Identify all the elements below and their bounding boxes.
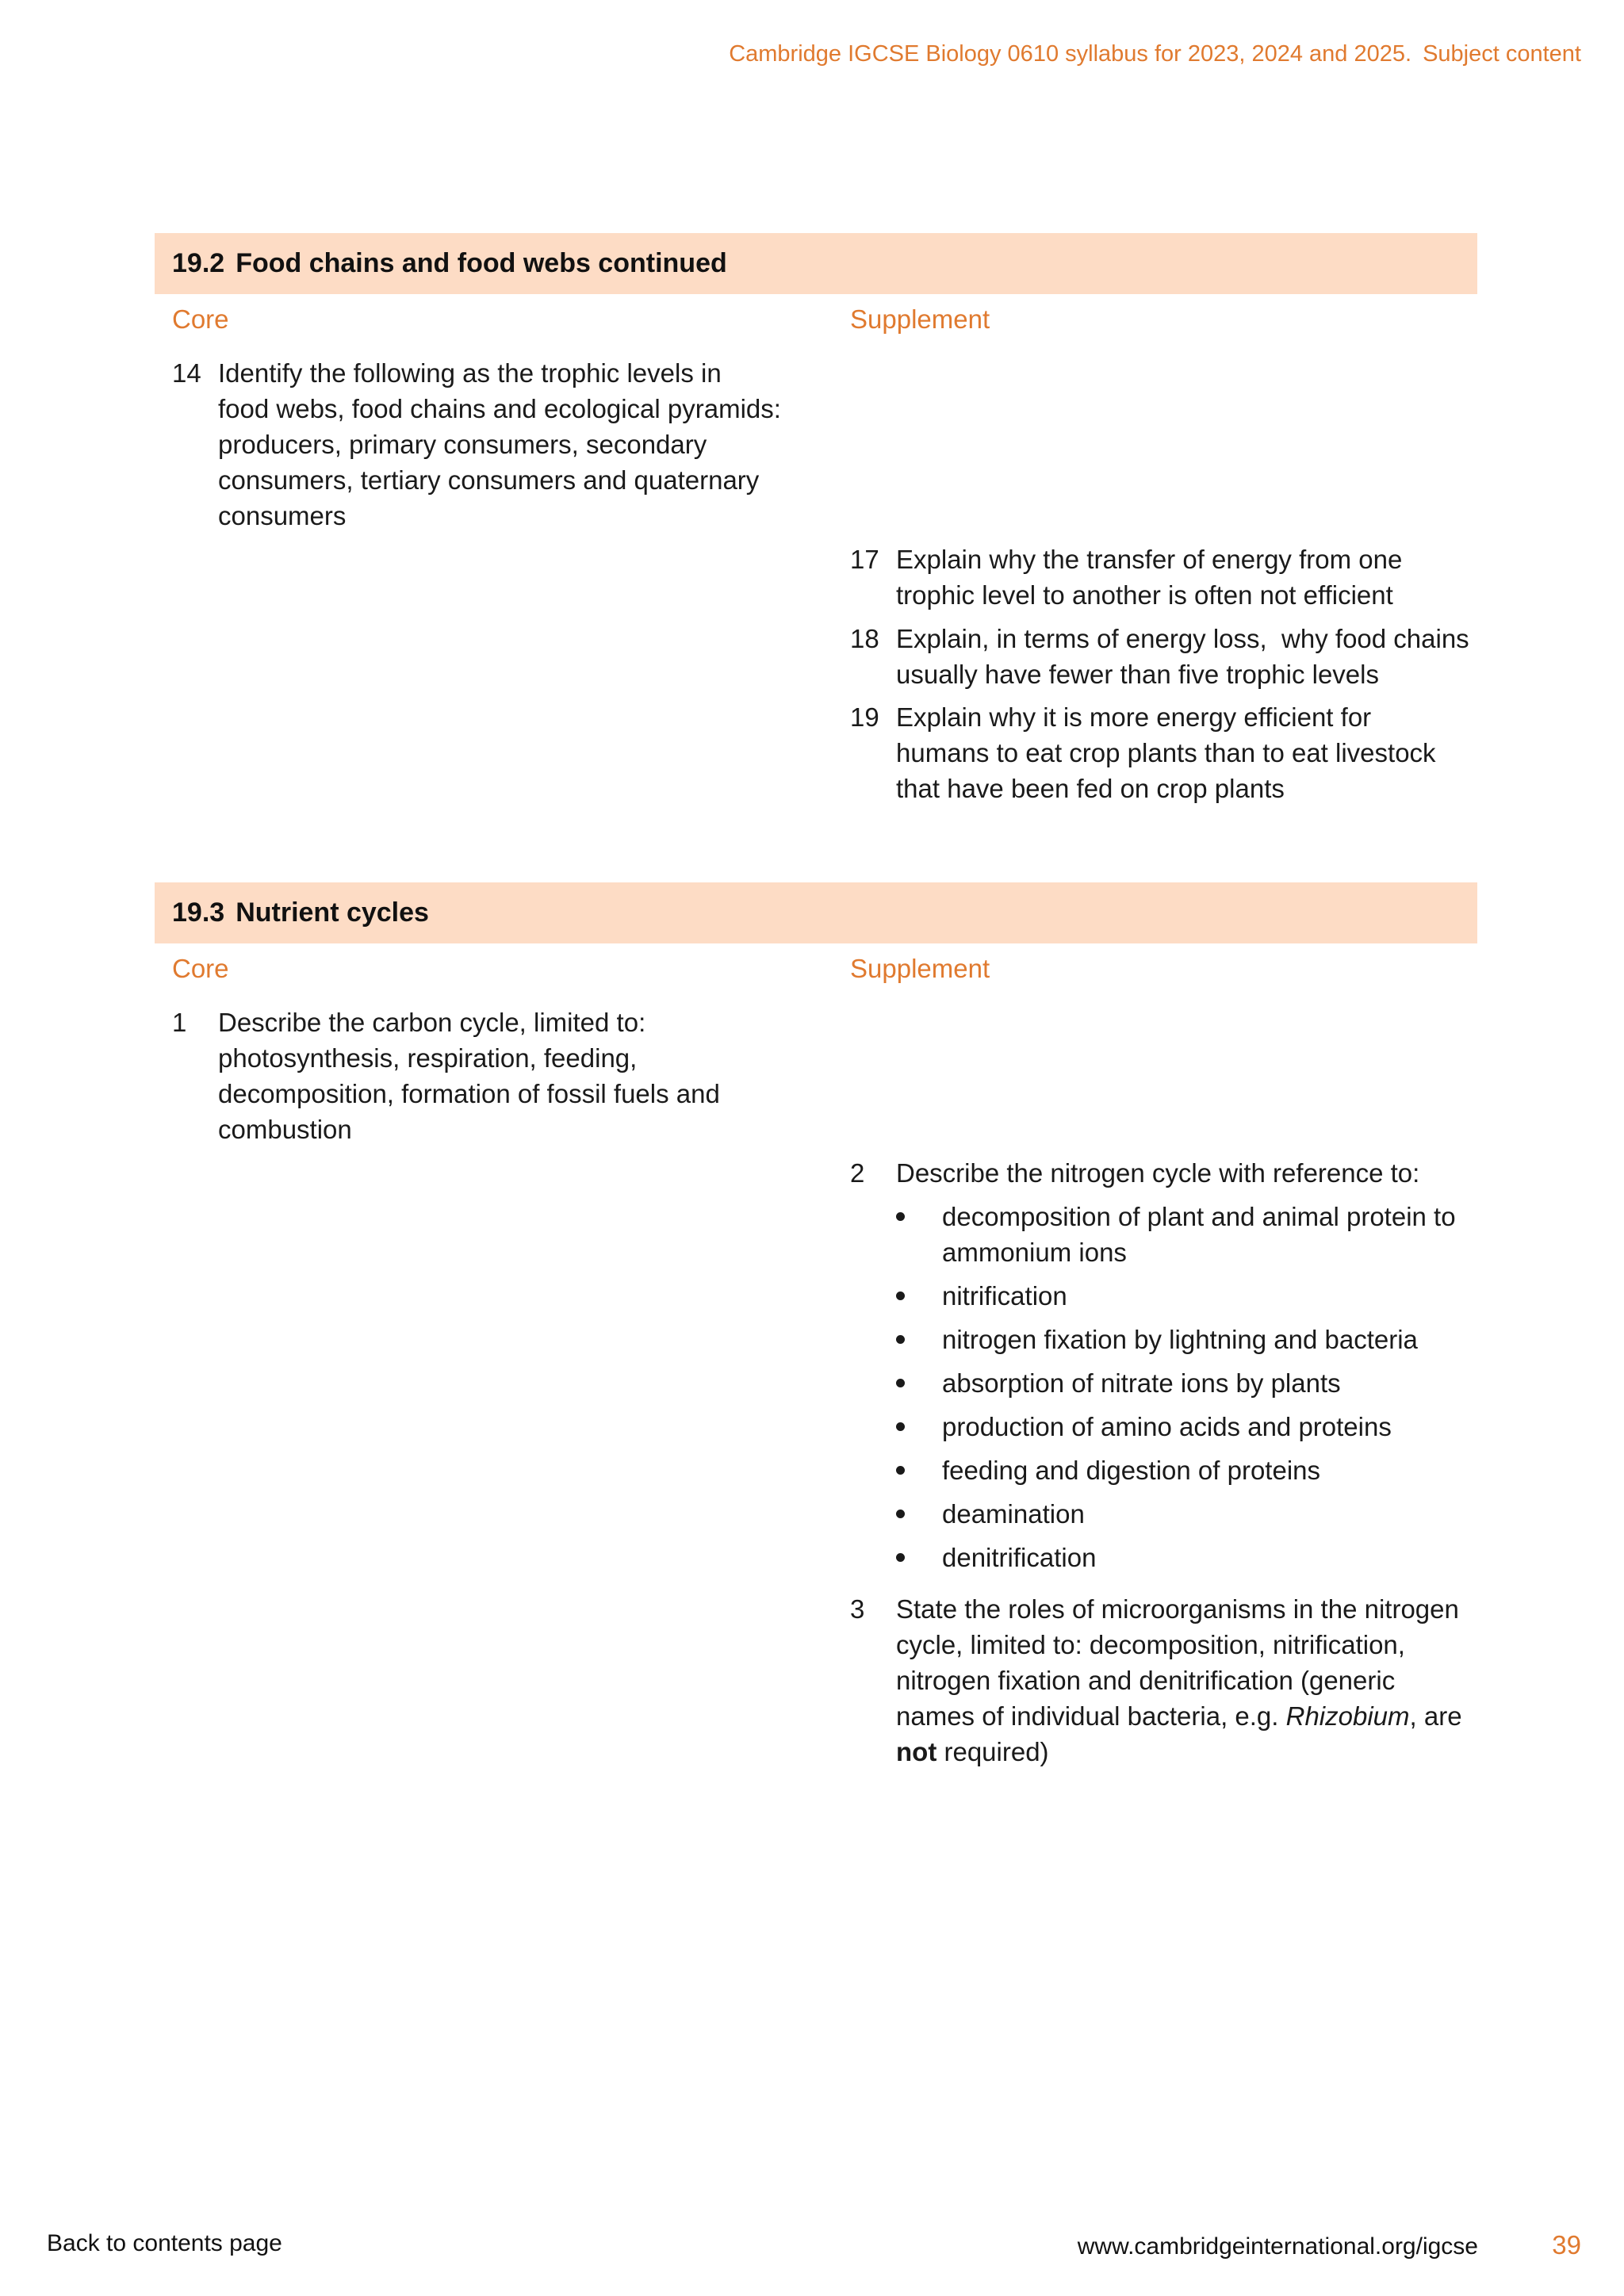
item-line: decomposition, formation of fossil fuels and [218, 1079, 720, 1108]
item-number: 19 [850, 702, 879, 732]
section-heading-19-2 [155, 233, 1477, 294]
item-number: 3 [850, 1594, 865, 1624]
item-line: usually have fewer than five trophic levels [896, 660, 1379, 689]
item-line: combustion [218, 1115, 352, 1144]
item-line-text: required) [936, 1737, 1049, 1766]
item-line-text: , are [1409, 1701, 1462, 1731]
bullet-icon [896, 1466, 905, 1475]
italic-term: Rhizobium [1285, 1701, 1410, 1731]
website-link[interactable]: www.cambridgeinternational.org/igcse [1077, 2233, 1478, 2260]
item-line-text: names of individual bacteria, e.g. [896, 1701, 1286, 1731]
bullet-icon [896, 1379, 905, 1387]
item-number: 1 [172, 1008, 187, 1037]
bullet-item [896, 1496, 1499, 1532]
item-line: consumers, tertiary consumers and quaternary [218, 465, 760, 495]
section-heading-19-3 [155, 882, 1477, 943]
section-title: Nutrient cycles [236, 897, 429, 928]
bullet-line: nitrification [942, 1281, 1067, 1311]
item-number: 2 [850, 1158, 865, 1188]
bullet-item [896, 1540, 1499, 1575]
bullet-icon [896, 1553, 905, 1562]
item-line: photosynthesis, respiration, feeding, [218, 1043, 638, 1073]
bullet-line: nitrogen fixation by lightning and bacteria [942, 1325, 1418, 1354]
bullet-icon [896, 1510, 905, 1518]
bullet-line: feeding and digestion of proteins [942, 1456, 1321, 1485]
bullet-icon [896, 1335, 905, 1344]
item-line: Describe the nitrogen cycle with reference to: [896, 1158, 1420, 1188]
bold-term: not [896, 1737, 937, 1766]
item-line: cycle, limited to: decomposition, nitrification, [896, 1630, 1405, 1659]
bullet-item [896, 1278, 1499, 1314]
item-line: Explain, in terms of energy loss, why food chains [896, 624, 1469, 653]
bullet-item [896, 1409, 1499, 1445]
bullet-icon [896, 1212, 905, 1221]
section-number: 19.2 [172, 248, 225, 278]
bullet-line: production of amino acids and proteins [942, 1412, 1392, 1441]
item-line: Describe the carbon cycle, limited to: [218, 1008, 646, 1037]
bullet-item [896, 1452, 1499, 1488]
item-line: that have been fed on crop plants [896, 774, 1285, 803]
supplement-item-3 [850, 1591, 1484, 1770]
bullet-line: denitrification [942, 1543, 1097, 1572]
bullet-item [896, 1199, 1499, 1270]
running-header-title: Cambridge IGCSE Biology 0610 syllabus for 2023, 2024 and 2025. [729, 41, 1412, 67]
bullet-icon [896, 1292, 905, 1300]
page-number: 39 [1552, 2230, 1581, 2260]
core-item-14 [172, 355, 806, 534]
supplement-item-19 [850, 699, 1484, 806]
core-label: Core [172, 304, 229, 334]
item-line [896, 1734, 1462, 1770]
item-line: producers, primary consumers, secondary [218, 430, 707, 459]
bullet-line: deamination [942, 1499, 1085, 1529]
section-title: Food chains and food webs continued [236, 248, 727, 278]
item-number: 14 [172, 358, 201, 388]
item-line: trophic level to another is often not efficient [896, 580, 1393, 610]
item-line: Explain why the transfer of energy from one [896, 545, 1403, 574]
item-line: State the roles of microorganisms in the nitrogen [896, 1594, 1459, 1624]
bullet-line: absorption of nitrate ions by plants [942, 1368, 1341, 1398]
supplement-label: Supplement [850, 304, 990, 334]
item-line: consumers [218, 501, 347, 530]
core-label: Core [172, 954, 229, 983]
item-line [896, 1698, 1462, 1734]
bullet-item [896, 1365, 1499, 1401]
item-line: Explain why it is more energy efficient for [896, 702, 1372, 732]
item-line: nitrogen fixation and denitrification (generic [896, 1666, 1396, 1695]
item-number: 18 [850, 624, 879, 653]
section-number: 19.3 [172, 897, 225, 928]
core-item-1 [172, 1004, 806, 1147]
bullet-item [896, 1322, 1499, 1357]
item-line: Identify the following as the trophic levels in [218, 358, 722, 388]
supplement-item-2 [850, 1155, 1484, 1191]
supplement-label: Supplement [850, 954, 990, 983]
item-number: 17 [850, 545, 879, 574]
bullet-line: decomposition of plant and animal protein to [942, 1202, 1456, 1231]
supplement-item-17 [850, 541, 1484, 613]
supplement-item-18 [850, 621, 1484, 692]
item-line: humans to eat crop plants than to eat livestock [896, 738, 1436, 767]
back-to-contents-link[interactable]: Back to contents page [47, 2230, 282, 2256]
bullet-line: ammonium ions [942, 1238, 1127, 1267]
bullet-icon [896, 1422, 905, 1431]
item-line: food webs, food chains and ecological pyramids: [218, 394, 781, 423]
running-header [729, 41, 1581, 67]
running-header-section: Subject content [1423, 41, 1581, 67]
